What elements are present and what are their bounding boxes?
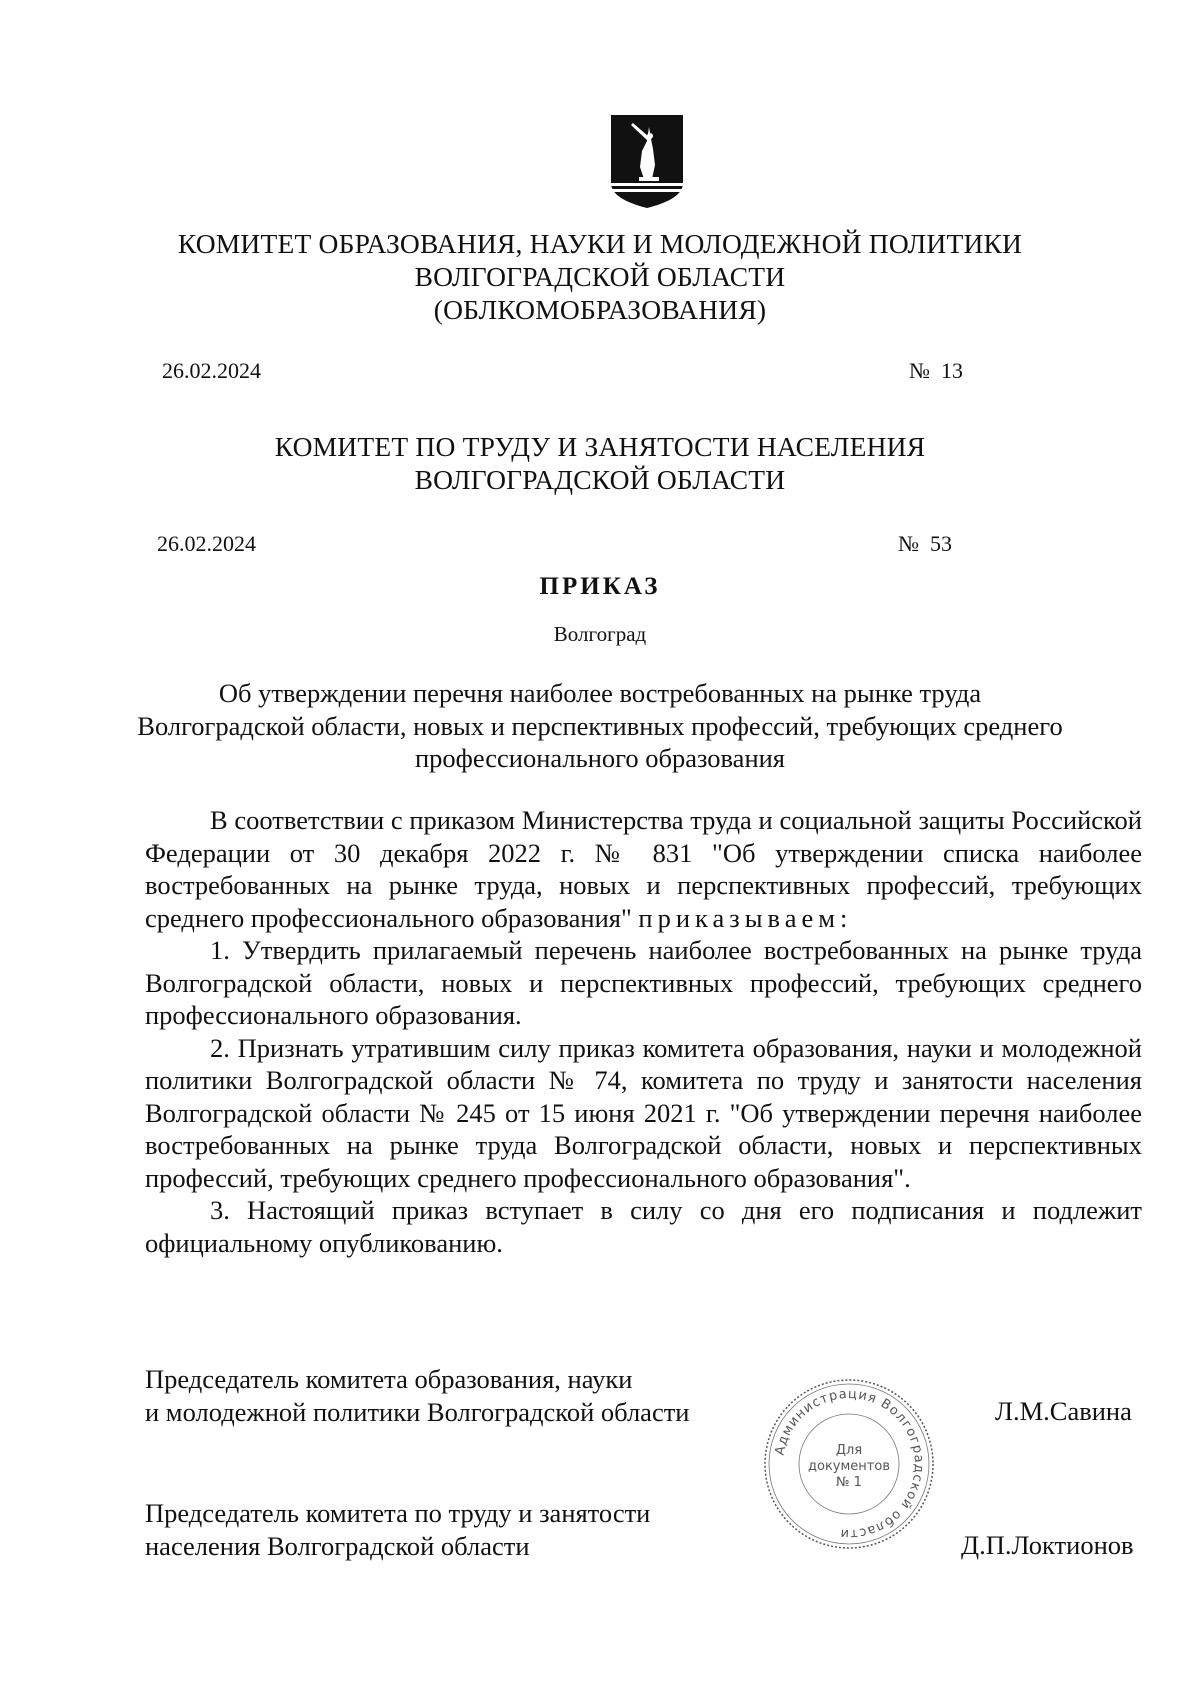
order-title: ПРИКАЗ xyxy=(539,573,661,600)
stamp-ring-text: Администрация Волгоградской области xyxy=(772,1386,927,1542)
stamp-center-line1: Для xyxy=(835,1443,863,1458)
order-body xyxy=(145,804,1142,1259)
signatory-role-2-line2: населения Волгоградской области xyxy=(145,1531,530,1561)
committee-labor-title xyxy=(120,430,1080,496)
signatory-role-2 xyxy=(145,1497,650,1563)
order-city: Волгоград xyxy=(553,622,647,646)
body-paragraph-3: 3. Настоящий приказ вступает в силу со дня его подписания и подлежит официальному опубликованию. xyxy=(145,1195,1142,1258)
subject-line1: Об утверждении перечня наиболее востребованных на рынке труда xyxy=(218,678,982,708)
committee-labor-line1: КОМИТЕТ ПО ТРУДУ И ЗАНЯТОСТИ НАСЕЛЕНИЯ xyxy=(274,431,926,462)
order-date-2: 26.02.2024 xyxy=(157,531,256,556)
body-paragraph-preamble xyxy=(145,804,1142,934)
subject-line2: Волгоградской области, новых и перспективных профессий, требующих среднего xyxy=(137,710,1063,741)
committee-education-line3: (ОБЛКОМОБРАЗОВАНИЯ) xyxy=(433,294,767,325)
signatory-role-1 xyxy=(145,1363,689,1429)
stamp-center-line3: № 1 xyxy=(836,1475,862,1490)
committee-education-title xyxy=(120,227,1080,326)
spaced-decree-word: приказываем: xyxy=(638,902,853,933)
official-stamp xyxy=(763,1378,935,1550)
signatory-name-2: Д.П.Локтионов xyxy=(961,1530,1134,1560)
signatory-role-1-line2: и молодежной политики Волгоградской области xyxy=(145,1397,690,1427)
order-date-1: 26.02.2024 xyxy=(162,358,261,383)
committee-education-line2: ВОЛГОГРАДСКОЙ ОБЛАСТИ xyxy=(414,261,786,292)
order-number-2: № 53 xyxy=(898,531,952,556)
signatory-role-1-line1: Председатель комитета образования, науки xyxy=(145,1364,633,1394)
preamble-text: В соответствии с приказом Министерства труда и социальной защиты Российской Федерации от 30 декабря 2022 г. № 831 "Об утверждении списка наиболее востребованных на рынке труда, новых и перспективных профессий, требующих среднего профессионального образования" xyxy=(145,805,1142,933)
subject-line3: профессионального образования xyxy=(414,743,786,773)
signatory-role-2-line1: Председатель комитета по труду и занятости xyxy=(145,1498,651,1528)
committee-labor-line2: ВОЛГОГРАДСКОЙ ОБЛАСТИ xyxy=(414,464,786,495)
committee-education-line1: КОМИТЕТ ОБРАЗОВАНИЯ, НАУКИ И МОЛОДЕЖНОЙ ПОЛИТИКИ xyxy=(177,228,1023,259)
coat-of-arms-emblem xyxy=(609,113,685,210)
stamp-center-line2: документов xyxy=(808,1459,890,1474)
signatory-name-1: Л.М.Савина xyxy=(995,1396,1132,1426)
order-number-1: № 13 xyxy=(909,358,963,383)
order-subject xyxy=(120,677,1080,775)
body-paragraph-1: 1. Утвердить прилагаемый перечень наиболее востребованных на рынке труда Волгоградской области, новых и перспективных профессий, требующих среднего профессионального образования. xyxy=(145,935,1142,1030)
body-paragraph-2: 2. Признать утратившим силу приказ комитета образования, науки и молодежной политики Волгоградской области № 74, комитета по труду и занятости населения Волгоградской области № 245 от 15 июня 2021 г. "Об утверждении перечня наиболее востребованных на рынке труда Волгоградской области, новых и перспективных профессий, требующих среднего профессионального образования". xyxy=(145,1032,1142,1193)
